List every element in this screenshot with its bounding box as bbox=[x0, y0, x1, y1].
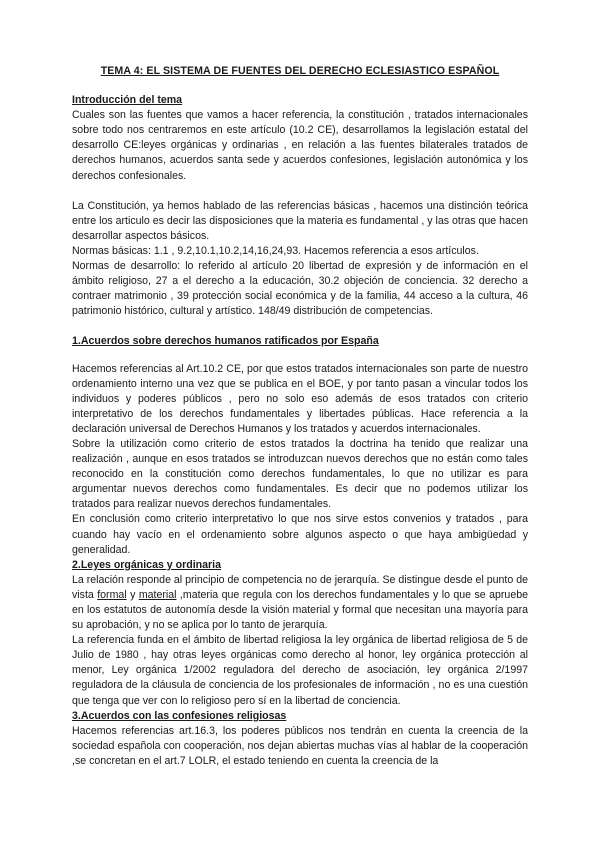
intro-paragraph-1: Cuales son las fuentes que vamos a hacer referencia, la constitución , tratados internacionales sobre todo nos centraremos en este artículo (10.2 CE), desarrollamos la legislación estatal del desarrollo CE:leyes orgánicas y ordinarias , en relación a las fuentes bilaterales tratados de derechos humanos, acuerdos santa sede y acuerdos confesiones, legislación autonómica y los derechos confesionales. bbox=[72, 109, 528, 182]
section-2-paragraph-2: La referencia funda en el ámbito de libertad religiosa la ley orgánica de libertad religiosa de 5 de Julio de 1980 , hay otras leyes orgánicas como derecho al honor, ley orgánica protección al menor, Ley orgánica 1/2002 reguladora del derecho de asociación, ley orgánica 2/1997 reguladora de la cláusula de conciencia de los profesionales de información , no es una cuestión que tenga que ver con lo religioso pero sí en la libertad de conciencia. bbox=[72, 634, 528, 707]
intro-heading: Introducción del tema bbox=[72, 94, 183, 107]
formal-underlined: formal bbox=[97, 588, 127, 601]
material-underlined: material bbox=[138, 588, 177, 601]
intro-paragraph-2: La Constitución, ya hemos hablado de las referencias básicas , hacemos una distinción teórica entre los articulo es decir las disposiciones que la materia es fundamental , y las otras que hacen desarrollar aspectos básicos. bbox=[72, 199, 528, 242]
section-2-heading: 2.Leyes orgánicas y ordinaria bbox=[72, 558, 221, 571]
section-2-paragraph-1: La relación responde al principio de competencia no de jerarquía. Se distingue desde el punto de vista formal y material ,materia que regula con los derechos fundamentales y lo que se apruebe en los estatutos de autonomía desde la visión material y formal que necesitan una mayoría para su aprobación, y no se aplica por lo tanto de jerarquía. bbox=[72, 573, 528, 632]
section-1-paragraph-1: Hacemos referencias al Art.10.2 CE, por que estos tratados internacionales son parte de nuestro ordenamiento interno una vez que se publica en el BOE, y por tanto pasan a vincular todos los individuos y poderes públicos , pero no solo eso además de esos tratados con criterio interpretativo de los derechos fundamentales y libertades públicas. Hace referencia a la declaración universal de Derechos Humanos y los tratados y acuerdos internacionales. bbox=[72, 362, 528, 435]
section-3-paragraph-1: Hacemos referencias art.16.3, los poderes públicos nos tendrán en cuenta la creencia de la sociedad española con cooperación, nos dejan abiertas muchas vías al hablar de la cooperación ,se concretan en el art.7 LOLR, el estado teniendo en cuenta la creencia de la bbox=[72, 724, 528, 767]
page-title: TEMA 4: EL SISTEMA DE FUENTES DEL DERECHO ECLESIASTICO ESPAÑOL bbox=[100, 65, 500, 77]
intro-paragraph-4: Normas de desarrollo: lo referido al artículo 20 libertad de expresión y de información en el ámbito religioso, 27 a el derecho a la educación, 30.2 objeción de conciencia. 32 derecho a contraer matrimonio , 39 protección social económica y de la familia, 44 acceso a la cultura, 46 patrimonio histórico, cultural y artístico. 148/49 distribución de competencias. bbox=[72, 260, 528, 318]
section-1-heading: 1.Acuerdos sobre derechos humanos ratificados por España bbox=[72, 335, 379, 348]
section-1-paragraph-3: En conclusión como criterio interpretativo lo que nos sirve estos convenios y tratados , para cuando hay vacío en el ordenamiento sobre algunos aspecto o que haya ambigüedad y generalidad. bbox=[72, 513, 528, 556]
section-1-paragraph-2: Sobre la utilización como criterio de estos tratados la doctrina ha tenido que realizar una realización , aunque en esos tratados se introduzcan nuevos derechos que no están como tales reconocido en la constitución como derechos fundamentales, lo que no utilizar es para argumentar nuevos derechos como fundamentales. Es decir que no podemos utilizar los tratados para realizar nuevos derechos fundamentales. bbox=[72, 437, 528, 511]
intro-paragraph-3: Normas básicas: 1.1 , 9.2,10.1,10.2,14,16,24,93. Hacemos referencia a esos artículos. bbox=[72, 244, 479, 257]
section-3-heading: 3.Acuerdos con las confesiones religiosas bbox=[72, 709, 287, 722]
document-page bbox=[72, 64, 528, 769]
